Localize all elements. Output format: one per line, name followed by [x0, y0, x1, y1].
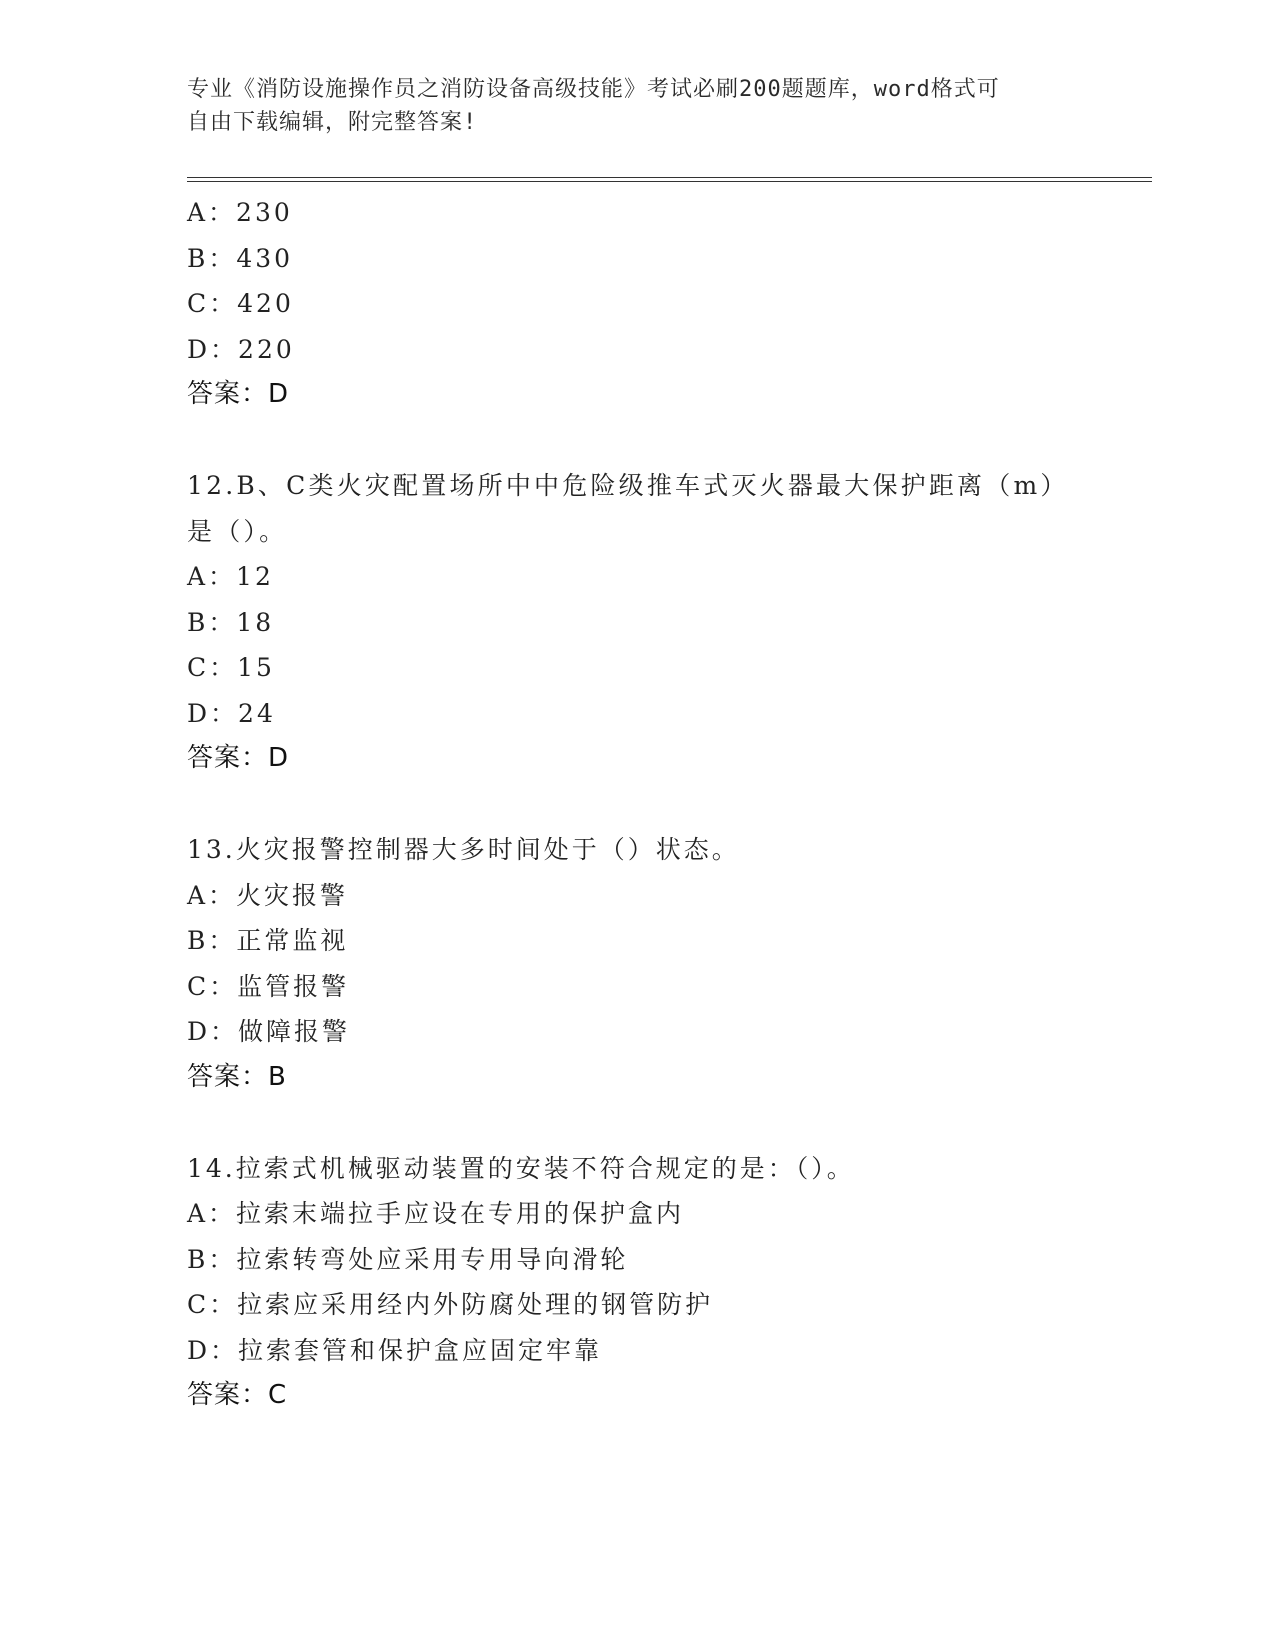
option-d: D：拉索套管和保护盒应固定牢靠: [187, 1335, 603, 1365]
question-13: [187, 827, 1152, 1100]
header-divider: [187, 177, 1152, 182]
option-a: A：12: [187, 562, 274, 591]
option-b: B：拉索转弯处应采用专用导向滑轮: [187, 1244, 629, 1274]
answer: 答案：D: [187, 379, 290, 409]
question-stem: [187, 463, 1067, 554]
option-a: A：拉索末端拉手应设在专用的保护盒内: [187, 1199, 685, 1228]
document-body: [187, 190, 1152, 1419]
option-b: B：430: [187, 243, 294, 273]
option-b: B：18: [187, 607, 275, 637]
answer: 答案：D: [187, 743, 290, 773]
question-stem-line-1: 12.B、C类火灾配置场所中中危险级推车式灭火器最大保护距离（m）: [187, 471, 1069, 500]
header-line-2: 自由下载编辑，附完整答案!: [187, 110, 478, 135]
question-stem-line-2: 是（）。: [187, 516, 288, 546]
option-d: D：24: [187, 698, 276, 728]
answer: 答案：B: [187, 1061, 287, 1092]
header-line-1: 专业《消防设施操作员之消防设备高级技能》考试必刷200题题库，word格式可: [187, 77, 1000, 102]
answer: 答案：C: [187, 1380, 288, 1410]
option-d: D：220: [187, 334, 295, 364]
option-c: C：监管报警: [187, 971, 350, 1001]
option-a: A：230: [187, 198, 293, 227]
option-a: A：火灾报警: [187, 880, 349, 910]
question-12: [187, 463, 1152, 782]
question-stem: 13.火灾报警控制器大多时间处于（）状态。: [187, 835, 740, 864]
option-b: B：正常监视: [187, 926, 349, 955]
spacer: [187, 782, 1152, 828]
question-stem: 14.拉索式机械驱动装置的安装不符合规定的是：（）。: [187, 1153, 855, 1183]
spacer: [187, 418, 1152, 464]
question-11-remainder: [187, 190, 1152, 418]
option-d: D：做障报警: [187, 1017, 351, 1046]
option-c: C：拉索应采用经内外防腐处理的钢管防护: [187, 1290, 714, 1319]
spacer: [187, 1100, 1152, 1146]
document-header: [187, 73, 1087, 139]
option-c: C：420: [187, 289, 294, 318]
question-14: [187, 1146, 1152, 1419]
option-c: C：15: [187, 653, 275, 682]
